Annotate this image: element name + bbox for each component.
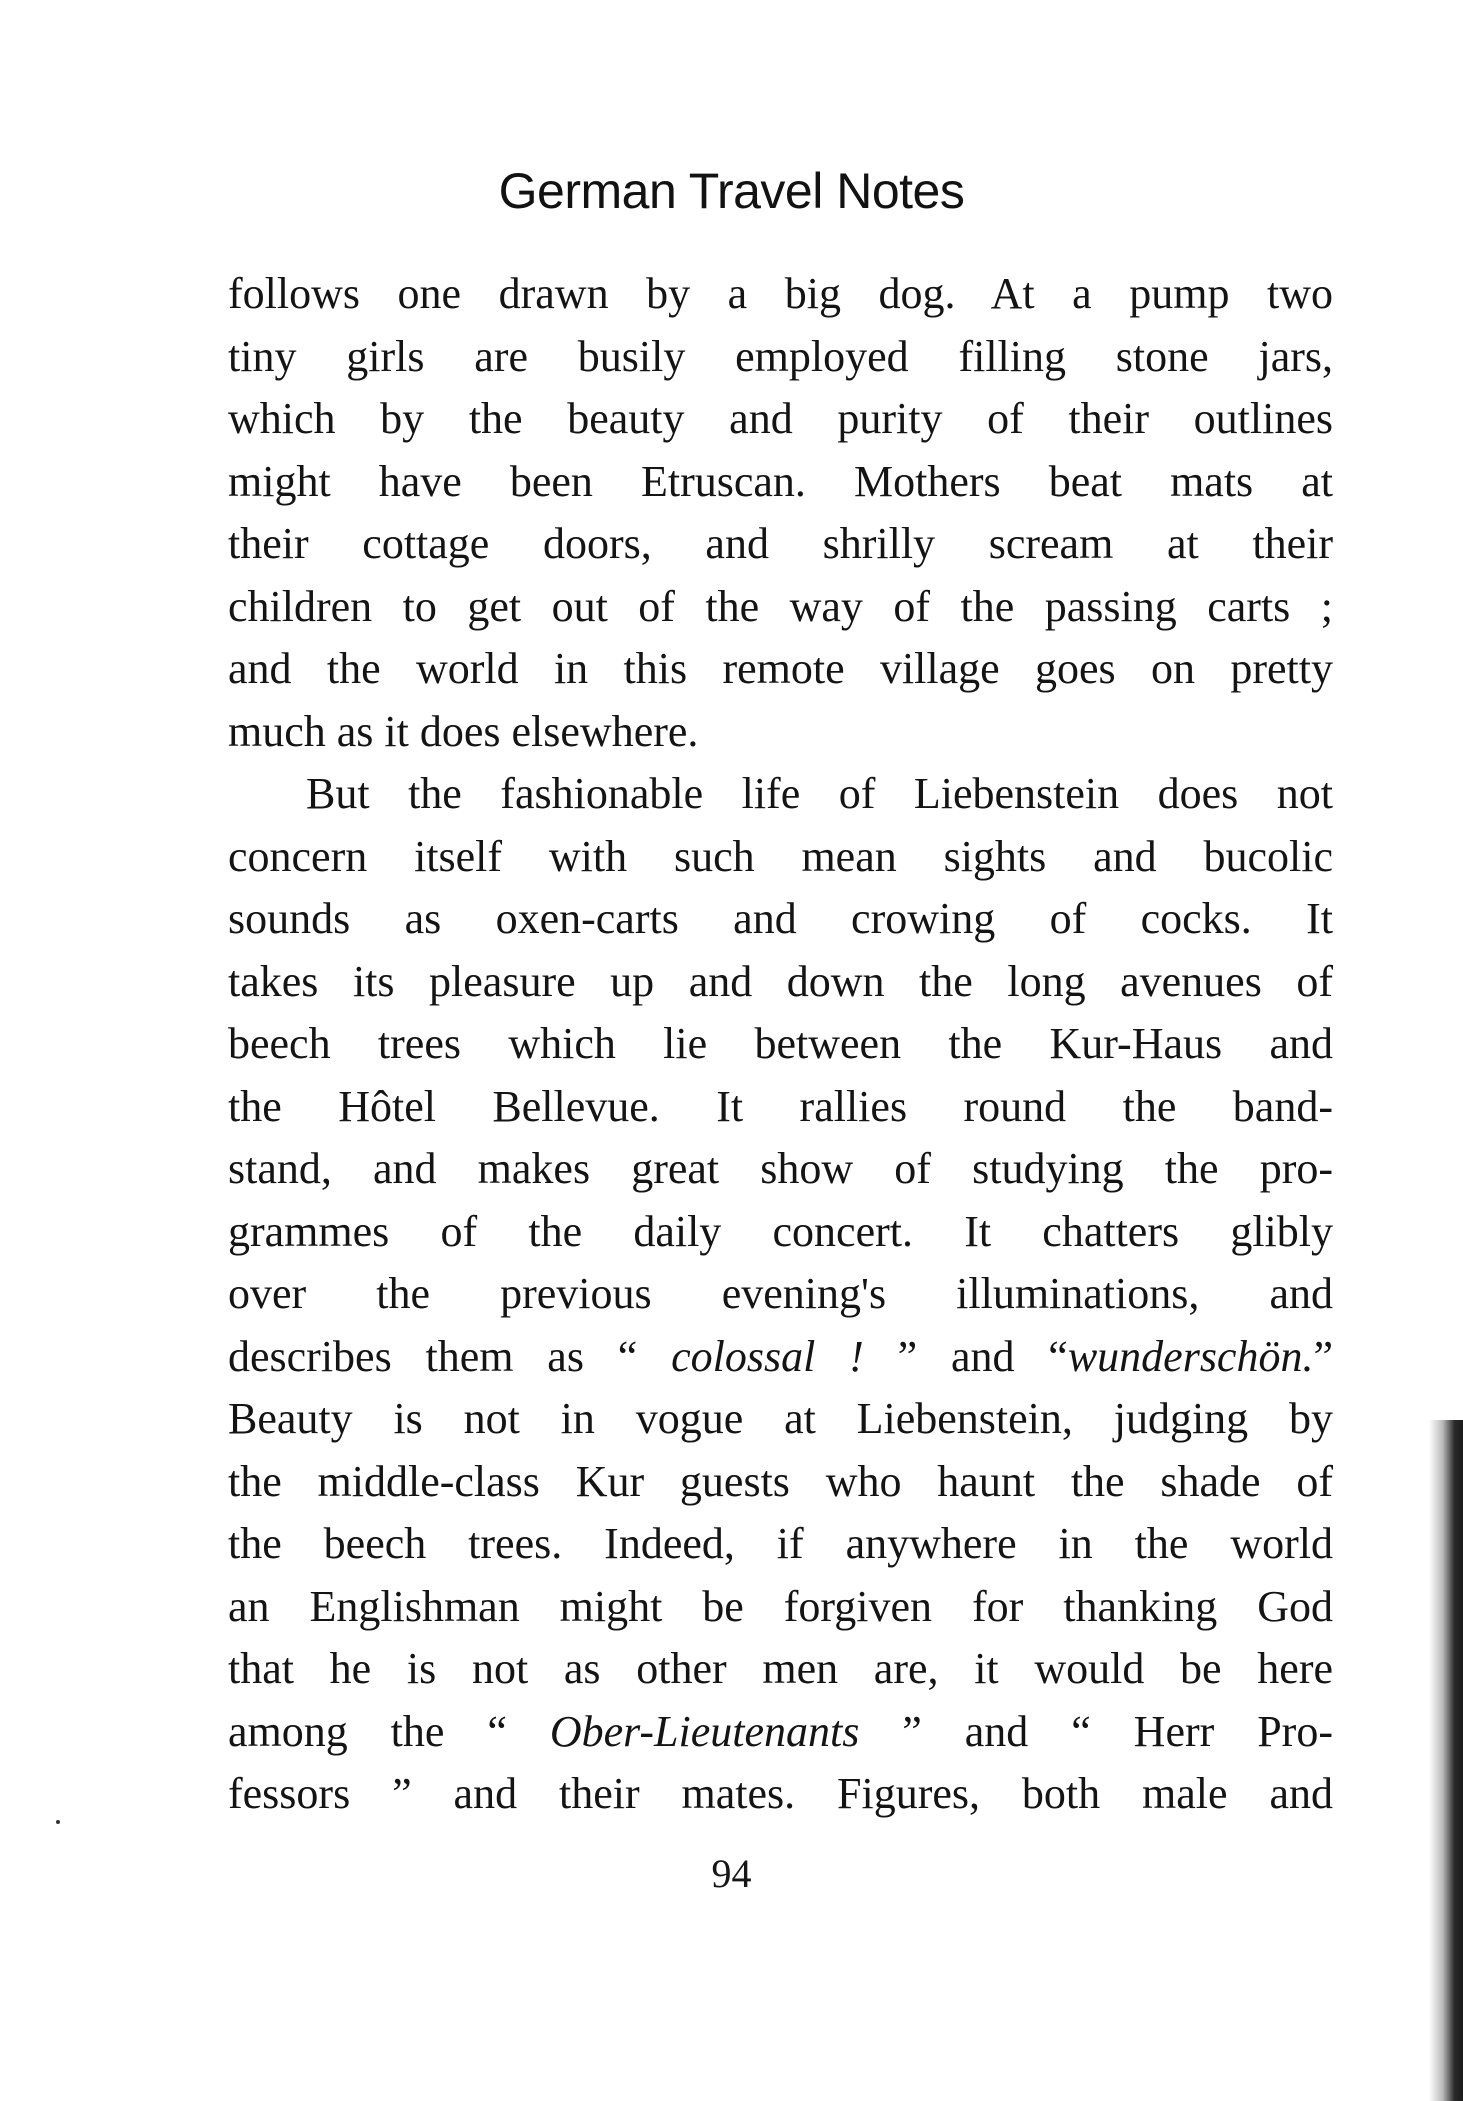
text-line: takes its pleasure up and down the long avenues of xyxy=(228,956,1333,1006)
text-line: the beech trees. Indeed, if anywhere in the world xyxy=(228,1519,1333,1568)
text-line: and the world in this remote village goes on pretty xyxy=(228,644,1333,693)
running-title: German Travel Notes xyxy=(498,163,965,219)
text-line: grammes of the daily concert. It chatters glibly xyxy=(228,1206,1333,1256)
text-line: stand, and makes great show of studying the pro- xyxy=(228,1144,1333,1193)
line-text: ” and “ Herr Pro- xyxy=(859,1706,1333,1756)
text-line: much as it does elsewhere. xyxy=(228,706,699,756)
page-edge-shadow xyxy=(1429,1420,1463,2101)
text-line: Beauty is not in vogue at Liebenstein, judging by xyxy=(228,1394,1333,1443)
page-number: 94 xyxy=(711,1851,752,1896)
text-line: their cottage doors, and shrilly scream at their xyxy=(228,519,1333,568)
text-line: the middle-class Kur guests who haunt the shade of xyxy=(228,1456,1333,1506)
text-line: which by the beauty and purity of their outlines xyxy=(228,394,1333,443)
text-line: over the previous evening's illuminations, and xyxy=(228,1269,1333,1318)
italic-word: Ober-Lieutenants xyxy=(549,1706,860,1756)
text-line: fessors ” and their mates. Figures, both male and xyxy=(228,1769,1333,1818)
body-text xyxy=(228,263,1333,1826)
text-line: the Hôtel Bellevue. It rallies round the band- xyxy=(228,1081,1333,1131)
line-text: ” xyxy=(1313,1331,1333,1381)
italic-word: wunderschön. xyxy=(1067,1331,1314,1381)
text-line-with-italics xyxy=(228,1326,1333,1389)
text-line: concern itself with such mean sights and bucolic xyxy=(228,831,1333,881)
line-text: describes them as “ xyxy=(228,1331,672,1381)
text-line-with-italics xyxy=(228,1701,1333,1764)
text-line: might have been Etruscan. Mothers beat mats at xyxy=(228,456,1333,506)
text-line: follows one drawn by a big dog. At a pump two xyxy=(228,269,1333,318)
text-line: tiny girls are busily employed filling stone jars, xyxy=(228,331,1333,381)
text-line: an Englishman might be forgiven for thanking God xyxy=(228,1581,1333,1631)
line-text: ” and “ xyxy=(863,1331,1068,1381)
text-line: sounds as oxen-carts and crowing of cocks. It xyxy=(228,894,1333,943)
print-speck xyxy=(56,1820,60,1824)
text-line: beech trees which lie between the Kur-Haus and xyxy=(228,1019,1333,1068)
text-line: that he is not as other men are, it would be here xyxy=(228,1644,1333,1693)
italic-word: colossal ! xyxy=(671,1331,864,1381)
text-line: children to get out of the way of the passing carts ; xyxy=(228,581,1333,631)
line-text: among the “ xyxy=(228,1706,550,1756)
paragraph-start-line: But the fashionable life of Liebenstein does not xyxy=(306,769,1333,818)
